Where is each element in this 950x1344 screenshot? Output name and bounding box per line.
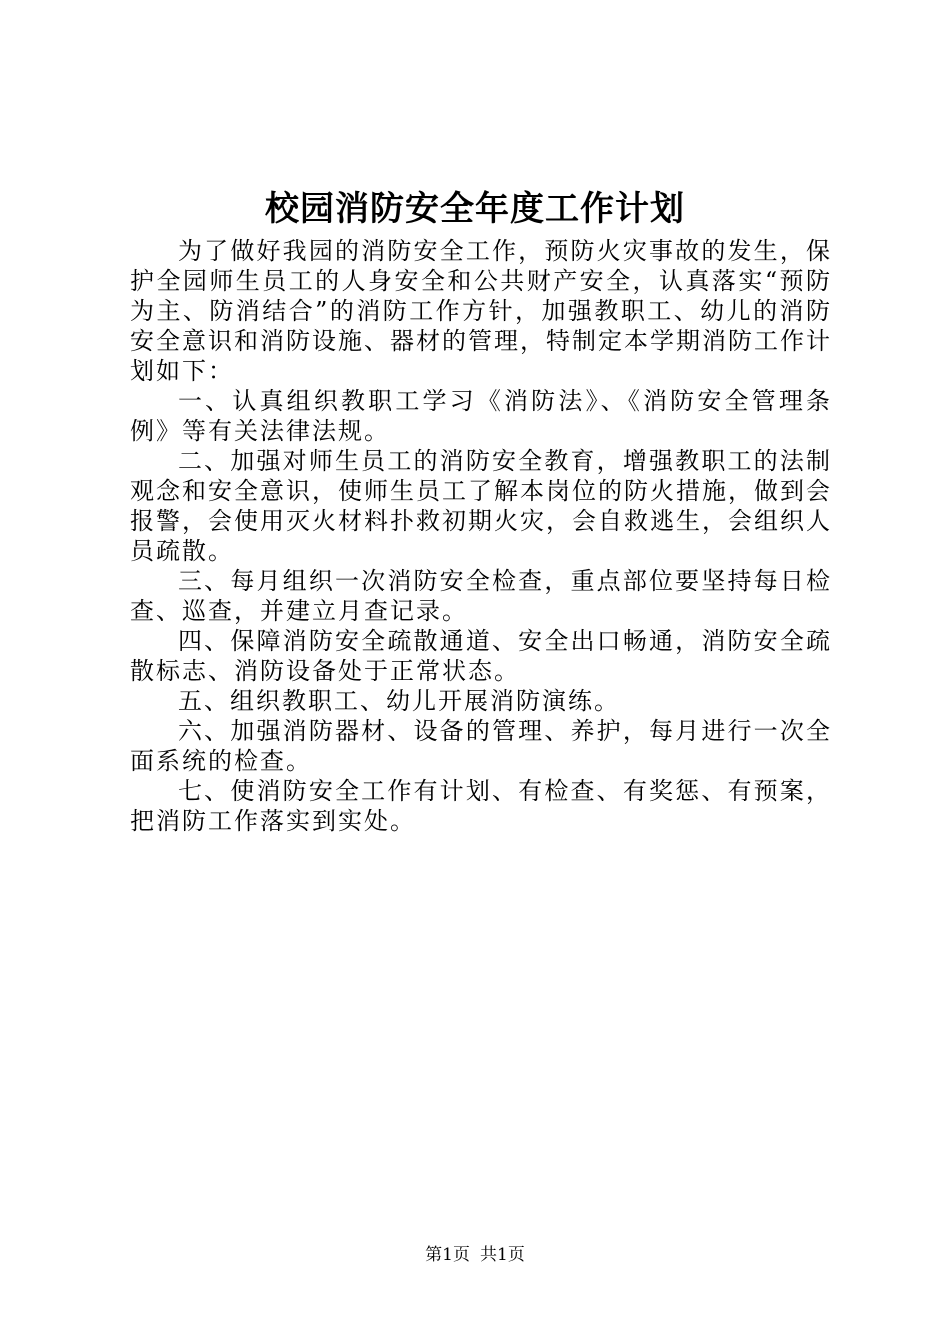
- document-body: [130, 236, 832, 836]
- page-number-total: 共1页: [480, 1245, 525, 1265]
- paragraph-item-1: 一、认真组织教职工学习《消防法》、《消防安全管理条例》等有关法律法规。: [130, 387, 832, 445]
- page-number-current: 第1页: [425, 1245, 470, 1265]
- paragraph-item-5: 五、组织教职工、幼儿开展消防演练。: [178, 687, 620, 715]
- paragraph-item-3: 三、每月组织一次消防安全检查，重点部位要坚持每日检查、巡查，并建立月查记录。: [130, 567, 832, 625]
- paragraph-item-2: 二、加强对师生员工的消防安全教育，增强教职工的法制观念和安全意识，使师生员工了解本岗位的防火措施，做到会报警，会使用灭火材料扑救初期火灾，会自救逃生，会组织人员疏散。: [130, 447, 832, 565]
- paragraph-item-7: 七、使消防安全工作有计划、有检查、有奖惩、有预案，把消防工作落实到实处。: [130, 777, 832, 835]
- paragraph-item-4: 四、保障消防安全疏散通道、安全出口畅通，消防安全疏散标志、消防设备处于正常状态。: [130, 627, 832, 685]
- paragraph-item-6: 六、加强消防器材、设备的管理、养护，每月进行一次全面系统的检查。: [130, 717, 832, 775]
- page-footer: [0, 1243, 950, 1267]
- document-title: 校园消防安全年度工作计划: [265, 189, 685, 229]
- paragraph-intro: 为了做好我园的消防安全工作，预防火灾事故的发生，保护全园师生员工的人身安全和公共财产安全，认真落实“预防为主、防消结合”的消防工作方针，加强教职工、幼儿的消防安全意识和消防设施、器材的管理，特制定本学期消防工作计划如下：: [130, 237, 832, 385]
